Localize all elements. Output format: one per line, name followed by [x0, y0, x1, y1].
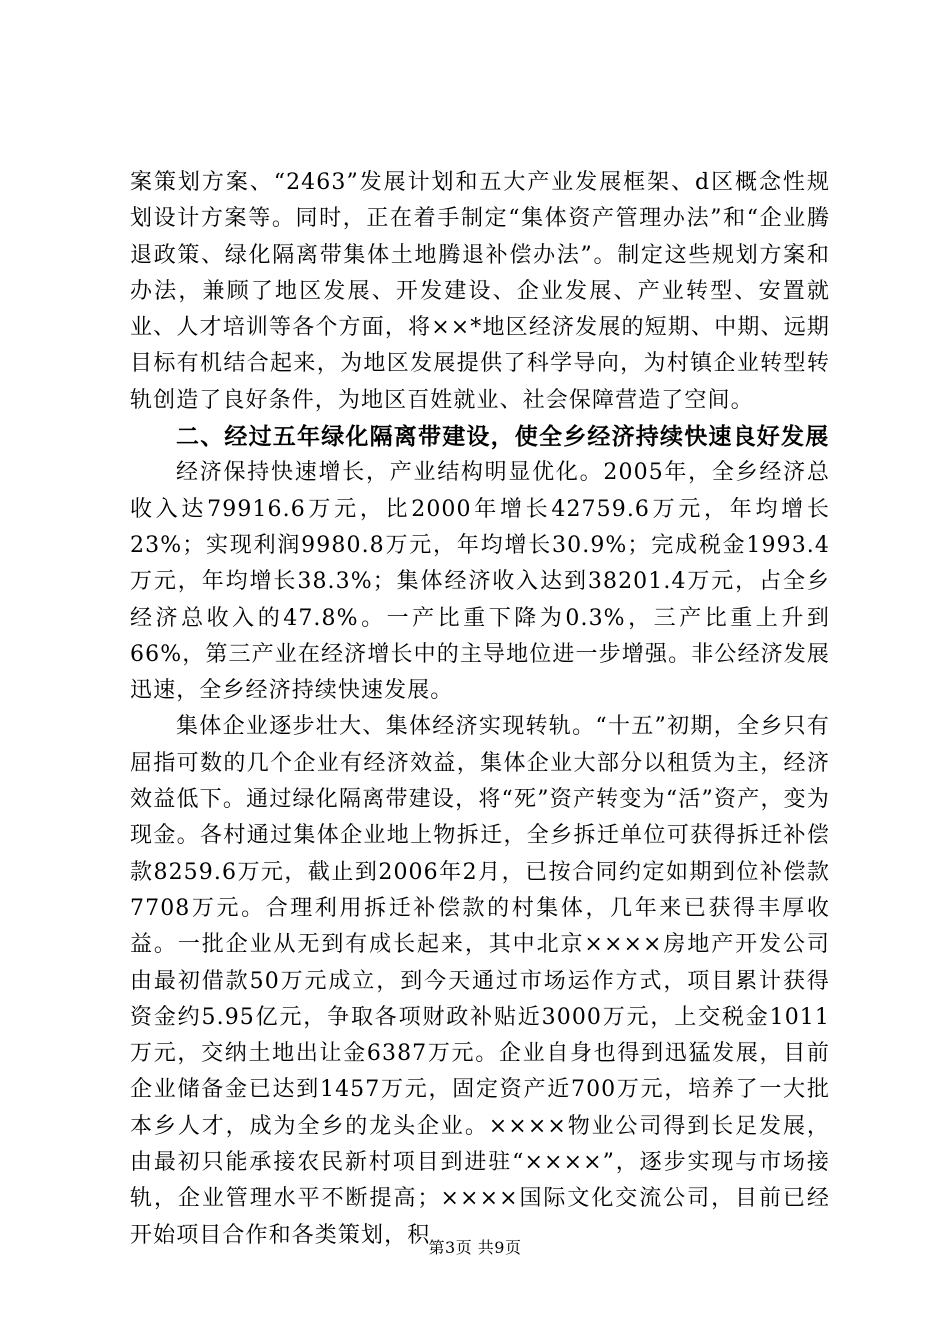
paragraph-economic-growth: 经济保持快速增长，产业结构明显优化。2005年，全乡经济总收入达79916.6万元，比2000年增长42759.6万元，年均增长23%；实现利润9980.8万元，年均增长30.9%；完成税金1993.4万元，年均增长38.3%；集体经济收入达到38201.4万元，占全乡经济总收入的47.8%。一产比重下降为0.3%，三产比重上升到66%，第三产业在经济增长中的主导地位进一步增强。非公经济发展迅速，全乡经济持续快速发展。	[130, 460, 830, 704]
paragraph-continuation: 案策划方案、“2463”发展计划和五大产业发展框架、d区概念性规划设计方案等。同时，正在着手制定“集体资产管理办法”和“企业腾退政策、绿化隔离带集体土地腾退补偿办法”。制定这些规划方案和办法，兼顾了地区发展、开发建设、企业发展、产业转型、安置就业、人才培训等各个方面，将××*地区经济发展的短期、中期、远期目标有机结合起来，为地区发展提供了科学导向，为村镇企业转型转轨创造了良好条件，为地区百姓就业、社会保障营造了空间。	[130, 170, 830, 413]
document-body	[130, 165, 830, 1254]
page-footer: 第3页 共9页	[428, 1238, 522, 1257]
paragraph-collective-enterprise: 集体企业逐步壮大、集体经济实现转轨。“十五”初期，全乡只有屈指可数的几个企业有经济效益，集体企业大部分以租赁为主，经济效益低下。通过绿化隔离带建设，将“死”资产转变为“活”资产，变为现金。各村通过集体企业地上物拆迁，全乡拆迁单位可获得拆迁补偿款8259.6万元，截止到2006年2月，已按合同约定如期到位补偿款7708万元。合理利用拆迁补偿款的村集体，几年来已获得丰厚收益。一批企业从无到有成长起来，其中北京××××房地产开发公司由最初借款50万元成立，到今天通过市场运作方式，项目累计获得资金约5.95亿元，争取各项财政补贴近3000万元，上交税金1011万元，交纳土地出让金6387万元。企业自身也得到迅猛发展，目前企业储备金已达到1457万元，固定资产近700万元，培养了一大批本乡人才，成为全乡的龙头企业。××××物业公司得到长足发展，由最初只能承接农民新村项目到进驻“××××”，逐步实现与市场接轨，企业管理水平不断提高；××××国际文化交流公司，目前已经开始项目合作和各类策划，积	[130, 714, 830, 1248]
section-heading: 二、经过五年绿化隔离带建设，使全乡经济持续快速良好发展	[176, 424, 830, 451]
